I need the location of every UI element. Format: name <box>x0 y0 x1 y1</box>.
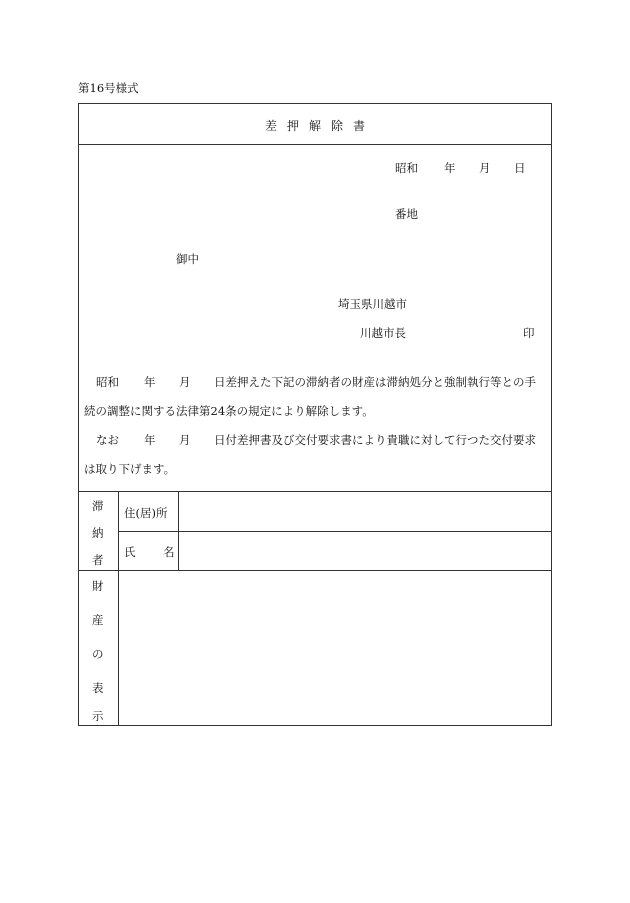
document-title: 差 押 解 除 書 <box>264 119 366 133</box>
delinquent-label-char: 納 <box>92 526 104 540</box>
date-year: 年 <box>444 161 456 175</box>
address-row-divider <box>118 531 552 532</box>
property-description-field[interactable] <box>120 572 550 724</box>
property-label-char: 財 <box>92 579 104 593</box>
body-line4: は取り下げます。 <box>84 462 176 476</box>
date-month: 月 <box>479 161 491 175</box>
property-label-char: 示 <box>92 709 104 723</box>
addressee-suffix: 御中 <box>176 252 199 266</box>
address-label: 番地 <box>395 207 418 221</box>
title-divider <box>78 144 552 145</box>
body-line1-month: 月 <box>179 375 191 389</box>
sender-mayor: 川越市長 <box>360 326 406 340</box>
body-line3-month: 月 <box>179 433 191 447</box>
property-label-char: 産 <box>92 613 104 627</box>
date-era: 昭和 <box>395 161 418 175</box>
delinquent-label-char: 者 <box>92 553 104 567</box>
property-label-char: 表 <box>92 681 104 695</box>
body-line1-year: 年 <box>144 375 156 389</box>
body-line1-era: 昭和 <box>96 375 119 389</box>
form-number: 第16号様式 <box>78 81 139 95</box>
date-day: 日 <box>514 161 526 175</box>
name-label-second: 名 <box>163 545 175 559</box>
seal-mark: 印 <box>523 326 535 340</box>
name-label-first: 氏 <box>124 545 136 559</box>
delinquent-section-divider <box>78 570 552 571</box>
body-line3-lead: なお <box>96 433 119 447</box>
residence-label: 住(居)所 <box>124 506 168 520</box>
sender-city: 埼玉県川越市 <box>338 297 407 311</box>
residence-value-field[interactable] <box>180 496 550 530</box>
body-line3-year: 年 <box>144 433 156 447</box>
name-value-field[interactable] <box>180 534 550 569</box>
delinquent-label-char: 滞 <box>92 499 104 513</box>
property-label-char: の <box>92 647 104 661</box>
body-line3-text: 日付差押書及び交付要求書により貴職に対して行つた交付要求 <box>214 433 536 447</box>
body-divider <box>78 491 552 492</box>
body-line1-text: 日差押えた下記の滞納者の財産は滞納処分と強制執行等との手 <box>214 375 536 389</box>
body-line2: 続の調整に関する法律第24条の規定により解除します。 <box>84 404 374 418</box>
field-label-column-line <box>178 491 179 570</box>
label-column-line <box>118 491 119 726</box>
